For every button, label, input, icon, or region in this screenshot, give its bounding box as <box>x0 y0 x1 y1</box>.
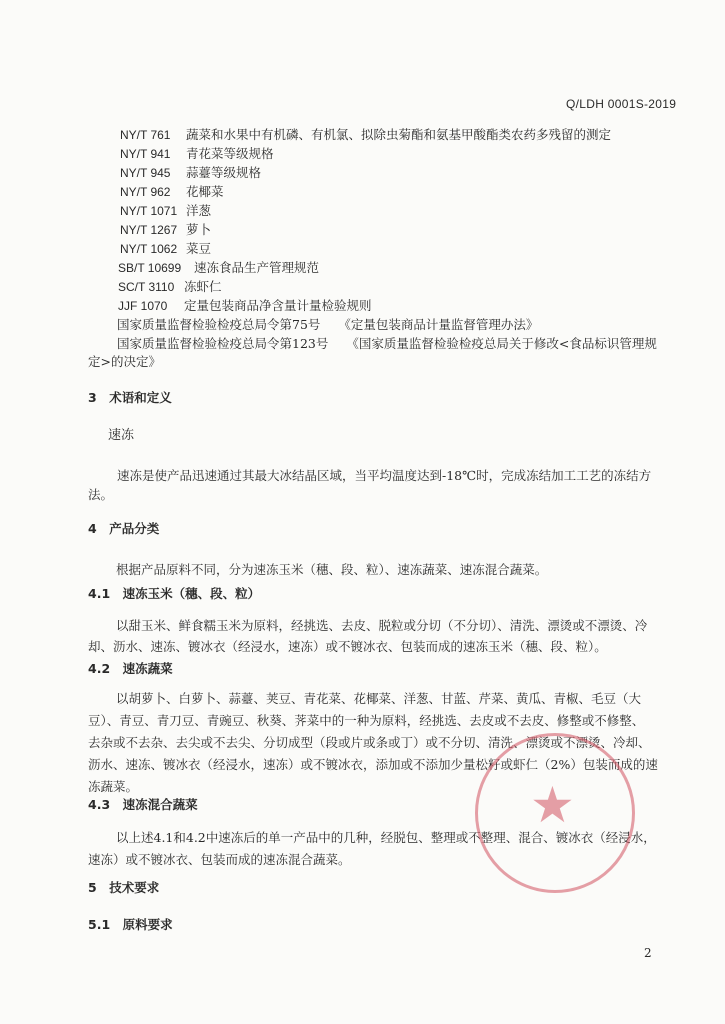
reference-item <box>118 258 319 276</box>
reference-title: 花椰菜 <box>186 184 224 199</box>
term-definition: 法。 <box>88 487 114 502</box>
reference-item <box>120 220 211 238</box>
reference-item <box>120 201 211 219</box>
term-title: 速冻 <box>108 428 135 443</box>
reference-code: SB/T 10699 <box>118 261 182 275</box>
reference-item <box>120 144 274 162</box>
section-heading: 5 技术要求 <box>88 880 160 895</box>
paragraph: 速冻）或不镀冰衣、包装而成的速冻混合蔬菜。 <box>88 852 351 867</box>
reference-code: SC/T 3110 <box>118 280 175 294</box>
order-title: 《定量包装商品计量监督管理办法》 <box>338 317 539 332</box>
reference-item <box>120 163 261 181</box>
reference-item <box>120 182 224 200</box>
subsection-heading: 4.2 速冻蔬菜 <box>88 661 173 676</box>
reference-title: 蒜薹等级规格 <box>186 165 262 180</box>
standard-number: Q/LDH 0001S-2019 <box>566 97 677 111</box>
paragraph: 冻蔬菜。 <box>88 779 139 794</box>
reference-code: NY/T 761 <box>120 128 171 142</box>
section-heading: 4 产品分类 <box>88 521 160 536</box>
subsection-heading: 4.1 速冻玉米（穗、段、粒） <box>88 586 261 601</box>
reference-item <box>120 125 611 143</box>
reference-title: 青花菜等级规格 <box>186 146 274 161</box>
term-definition: 速冻是使产品迅速通过其最大冰结晶区域，当平均温度达到-18℃时，完成冻结加工工艺的冻结方 <box>117 468 652 483</box>
reference-code: NY/T 945 <box>120 166 171 180</box>
order-issuer: 国家质量监督检验检疫总局令第123号 <box>117 336 329 351</box>
paragraph: 根据产品原料不同，分为速冻玉米（穗、段、粒）、速冻蔬菜、速冻混合蔬菜。 <box>116 562 548 577</box>
paragraph: 以甜玉米、鲜食糯玉米为原料，经挑选、去皮、脱粒或分切（不分切）、清洗、漂烫或不漂烫、冷 <box>116 618 648 633</box>
reference-code: NY/T 1062 <box>120 242 178 256</box>
reference-title: 菜豆 <box>186 241 212 256</box>
reference-title: 萝卜 <box>186 222 212 237</box>
paragraph: 以胡萝卜、白萝卜、蒜薹、荚豆、青花菜、花椰菜、洋葱、甘蓝、芹菜、黄瓜、青椒、毛豆（大 <box>116 691 642 706</box>
reference-code: NY/T 1267 <box>120 223 178 237</box>
reference-code: NY/T 941 <box>120 147 171 161</box>
reference-item <box>118 277 222 295</box>
paragraph: 沥水、速冻、镀冰衣（经浸水，速冻）或不镀冰衣，添加或不添加少量松籽或虾仁（2%）包装而成的速 <box>88 757 658 772</box>
paragraph: 却、沥水、速冻、镀冰衣（经浸水，速冻）或不镀冰衣、包装而成的速冻玉米（穗、段、粒）。 <box>88 639 607 654</box>
reference-code: JJF 1070 <box>118 299 168 313</box>
company-seal-icon <box>475 733 635 893</box>
paragraph: 豆）、青豆、青刀豆、青豌豆、秋葵、荠菜中的一种为原料，经挑选、去皮或不去皮、修整或不修整、 <box>88 713 645 728</box>
reference-title: 洋葱 <box>186 203 212 218</box>
reference-code: NY/T 1071 <box>120 204 178 218</box>
reference-item <box>120 239 211 257</box>
order-title-continued: 定>的决定》 <box>88 354 161 369</box>
order-item <box>117 315 538 333</box>
page-number: 2 <box>644 946 652 960</box>
reference-title: 定量包装商品净含量计量检验规则 <box>184 298 372 313</box>
paragraph: 以上述4.1和4.2中速冻后的单一产品中的几种，经脱包、整理或不整理、混合、镀冰衣（经浸水， <box>116 830 656 845</box>
section-heading: 3 术语和定义 <box>88 390 172 405</box>
subsection-heading: 4.3 速冻混合蔬菜 <box>88 797 198 812</box>
order-title: 《国家质量监督检验检疫总局关于修改<食品标识管理规 <box>346 336 657 351</box>
subsection-heading: 5.1 原料要求 <box>88 917 173 932</box>
reference-title: 冻虾仁 <box>184 279 222 294</box>
order-item <box>117 334 657 352</box>
seal-star-icon: ★ <box>530 776 575 834</box>
order-issuer: 国家质量监督检验检疫总局令第75号 <box>117 317 321 332</box>
reference-title: 速冻食品生产管理规范 <box>194 260 320 275</box>
reference-title: 蔬菜和水果中有机磷、有机氯、拟除虫菊酯和氨基甲酸酯类农药多残留的测定 <box>186 127 612 142</box>
reference-code: NY/T 962 <box>120 185 171 199</box>
reference-item <box>118 296 372 314</box>
paragraph: 去杂或不去杂、去尖或不去尖、分切成型（段或片或条或丁）或不分切、清洗、漂烫或不漂烫、冷却、 <box>88 735 651 750</box>
